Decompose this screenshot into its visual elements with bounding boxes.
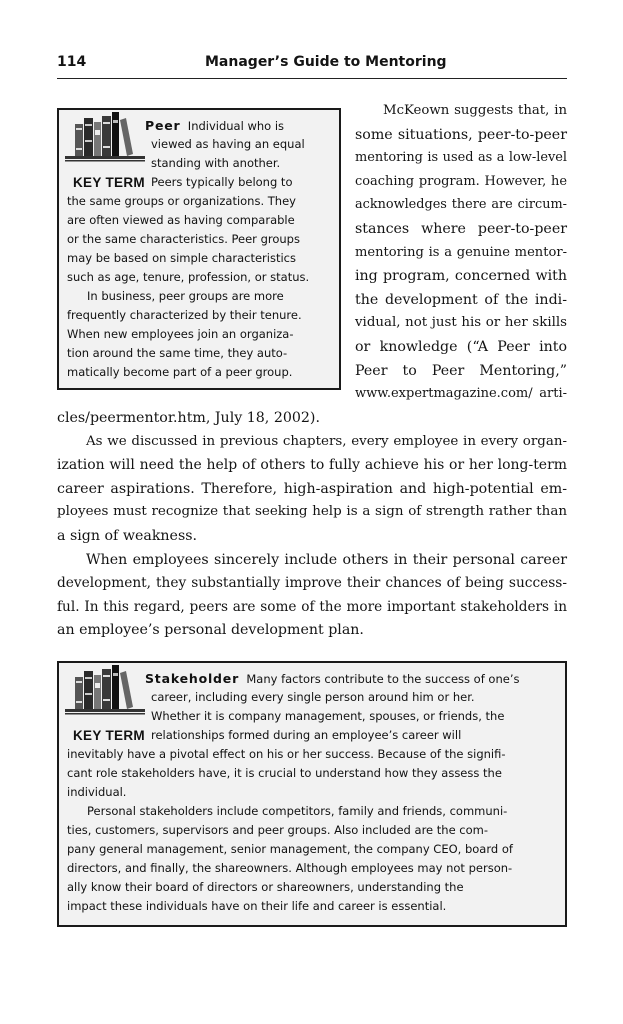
text-line: frequently characterized by their tenure.: [67, 308, 302, 322]
text-line: McKeown suggests that, in: [383, 103, 567, 118]
page-number: 114: [57, 54, 87, 70]
text-line: vidual, not just his or her skills: [355, 315, 567, 330]
key-term-word: Stakeholder: [145, 671, 240, 686]
text-line: When new employees join an organiza-: [67, 327, 294, 341]
text-line: Peer to Peer Mentoring,”: [355, 363, 567, 379]
text-line: the same groups or organizations. They: [67, 194, 296, 208]
key-term-label: KEY TERM: [73, 728, 145, 743]
key-term-box-stakeholder: [57, 661, 567, 927]
text-line: In business, peer groups are more: [87, 289, 284, 303]
text-line: career, including every single person around him or her.: [151, 690, 475, 704]
text-line: or knowledge (“A Peer into: [355, 339, 567, 355]
text-line: may be based on simple characteristics: [67, 251, 296, 265]
text-line: ization will need the help of others to fully achieve his or her long-term: [57, 457, 567, 473]
text-line: or the same characteristics. Peer groups: [67, 232, 300, 246]
bookshelf-icon: [63, 663, 149, 721]
text-line: a sign of weakness.: [57, 528, 198, 544]
page-header: [57, 52, 567, 79]
text-line: matically become part of a peer group.: [67, 365, 293, 379]
text-line: stances where peer-to-peer: [355, 221, 567, 237]
text-line: Whether it is company management, spouses, or friends, the: [151, 709, 505, 723]
text-line: ally know their board of directors or shareowners, understanding the: [67, 880, 464, 894]
text-line: career aspirations. Therefore, high-aspiration and high-potential em-: [57, 481, 567, 497]
text-line: some situations, peer-to-peer: [355, 127, 567, 143]
key-term-word: Peer: [145, 118, 181, 133]
text-line: pany general management, senior management, the company CEO, board of: [67, 842, 513, 856]
text-line: Personal stakeholders include competitors, family and friends, communi-: [87, 804, 508, 818]
text-line: Peers typically belong to: [151, 175, 293, 189]
text-line: development, they substantially improve their chances of being success-: [57, 575, 567, 591]
bookshelf-icon: [63, 110, 149, 168]
text-line: mentoring is used as a low-level: [355, 150, 567, 165]
text-line: standing with another.: [151, 156, 281, 170]
text-line: www.expertmagazine.com/ arti-: [355, 386, 567, 401]
text-line: mentoring is a genuine mentor-: [355, 245, 567, 260]
text-line: such as age, tenure, profession, or status.: [67, 270, 310, 284]
running-title: Manager’s Guide to Mentoring: [205, 54, 447, 70]
text-line: the development of the indi-: [355, 292, 567, 308]
text-line: ployees must recognize that seeking help is a sign of strength rather than: [57, 504, 567, 519]
text-line: Many factors contribute to the success of one’s: [246, 672, 520, 686]
text-line: directors, and finally, the shareowners. Although employees may not person-: [67, 861, 513, 875]
text-line: viewed as having an equal: [151, 137, 305, 151]
text-line: ing program, concerned with: [355, 268, 567, 284]
key-term-label: KEY TERM: [73, 175, 145, 190]
text-line: cant role stakeholders have, it is crucial to understand how they assess the: [67, 766, 502, 780]
text-line: coaching program. However, he: [355, 174, 567, 189]
text-line: acknowledges there are circum-: [355, 197, 567, 212]
text-line: an employee’s personal development plan.: [57, 622, 364, 638]
text-line: cles/peermentor.htm, July 18, 2002).: [57, 410, 320, 426]
text-line: relationships formed during an employee’s career will: [151, 728, 462, 742]
key-term-box-peer: [57, 108, 341, 390]
text-line: are often viewed as having comparable: [67, 213, 295, 227]
text-line: When employees sincerely include others in their personal career: [86, 552, 567, 568]
text-line: individual.: [67, 785, 127, 799]
text-line: ties, customers, supervisors and peer groups. Also included are the com-: [67, 823, 489, 837]
text-line: inevitably have a pivotal effect on his or her success. Because of the signifi-: [67, 747, 506, 761]
text-line: Individual who is: [187, 119, 285, 133]
text-line: tion around the same time, they auto-: [67, 346, 288, 360]
text-line: impact these individuals have on their life and career is essential.: [67, 899, 447, 913]
text-line: ful. In this regard, peers are some of the more important stakeholders in: [57, 599, 567, 615]
text-line: As we discussed in previous chapters, every employee in every organ-: [86, 434, 567, 449]
